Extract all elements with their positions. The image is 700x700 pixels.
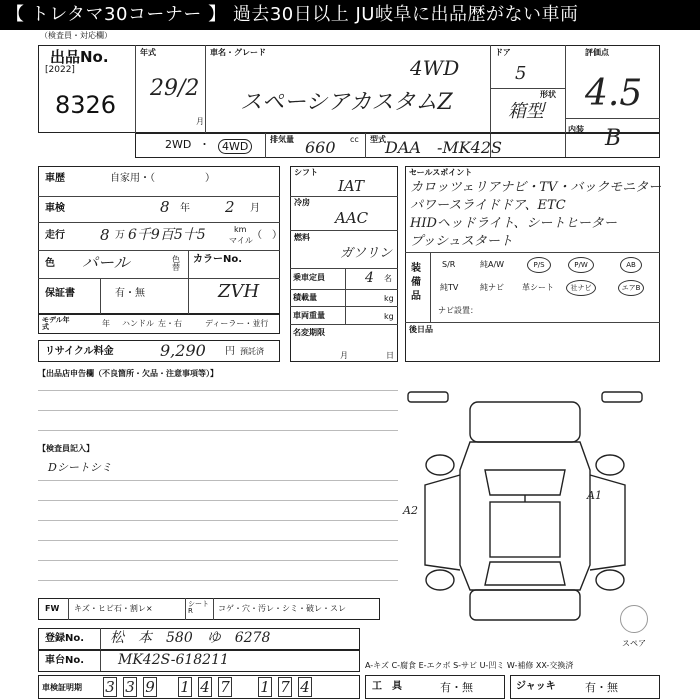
- drive-2wd: 2WD: [165, 138, 192, 151]
- spare-circle: [620, 605, 648, 633]
- soubi-navi-place: ナビ設置：: [438, 306, 478, 315]
- hosho-value: 有・無: [115, 288, 145, 299]
- fw-items2: コゲ・穴・汚レ・シミ・破レ・スレ: [218, 604, 346, 613]
- soubi-aw: 純A/W: [480, 260, 505, 269]
- shaken-digit-6: 7: [218, 677, 232, 697]
- sales-line-3: HIDヘッドライト、シートヒーター: [410, 216, 617, 231]
- shaju-unit: kg: [384, 312, 394, 321]
- soubi-navi: 純ナビ: [480, 283, 504, 292]
- teiin-label: 乗車定員: [293, 273, 325, 282]
- soukou-rest: 6千9百5十5: [128, 227, 206, 243]
- iro-label: 色: [45, 258, 55, 269]
- legend: A-キズ C-腐食 E-エクボ S-サビ U-凹ミ W-補修 XX-交換済: [365, 661, 574, 670]
- soukou-man: 8: [100, 226, 110, 244]
- recycle-unit: 円: [225, 346, 235, 357]
- henkou-label: 名変期限: [293, 328, 325, 337]
- after-label: 後日品: [409, 325, 433, 334]
- soukou-label: 走行: [45, 230, 65, 241]
- shaken-digit-7: 1: [258, 677, 272, 697]
- model-label: モデル年式: [42, 316, 70, 331]
- henkou-hi: 日: [386, 351, 394, 360]
- car-damage-diagram: [400, 390, 660, 630]
- drive-4wd: 4WD: [218, 139, 252, 154]
- soubi-label: 装備品: [411, 263, 421, 302]
- shadai-value: MK42S-618211: [118, 652, 229, 668]
- nenshiki-month-unit: 月: [196, 117, 204, 126]
- drive-sep: ・: [199, 138, 210, 151]
- katachi-value: 箱型: [508, 101, 544, 122]
- recycle-value: 9,290: [160, 341, 206, 360]
- nenryo-label: 燃料: [294, 233, 310, 242]
- shaken-digit-2: 3: [123, 677, 137, 697]
- title-banner: 【 トレタマ30コーナー 】 過去30日以上 JU岐阜に出品歴がない車両: [0, 0, 700, 30]
- soukou-mile: マイル: [229, 236, 253, 245]
- soubi-pw: P/W: [568, 257, 594, 273]
- soukou-man-unit: 万: [115, 230, 125, 241]
- hosho-label: 保証書: [45, 288, 75, 299]
- shareki-label: 車歴: [45, 173, 65, 184]
- naisou-value: B: [605, 126, 622, 151]
- kougu-value: 有・無: [440, 681, 473, 694]
- haiki-unit: cc: [350, 135, 359, 144]
- shamei-label: 車名・グレード: [210, 48, 266, 57]
- shaken-year: 8: [160, 198, 170, 216]
- sales-line-4: プッシュスタート: [410, 234, 513, 249]
- soukou-paren: （ ）: [252, 230, 282, 241]
- kensa-label: 【検査員記入】: [38, 444, 94, 453]
- sekisai-label: 積載量: [293, 293, 317, 302]
- sekisai-unit: kg: [384, 294, 394, 303]
- soubi-ab: AB: [620, 257, 642, 273]
- reibou-label: 冷房: [294, 198, 310, 207]
- lot-number: 8326: [55, 91, 117, 119]
- shaken-digit-5: 4: [198, 677, 212, 697]
- reibou-value: AAC: [335, 209, 369, 227]
- nenshiki-label: 年式: [140, 48, 156, 57]
- shaken-digit-4: 1: [178, 677, 192, 697]
- shamei-value: スペーシアカスタムZ: [240, 90, 453, 115]
- lot-year-tag: [2022]: [45, 65, 75, 75]
- katachi-label: 形状: [540, 90, 556, 99]
- spare-label: スペア: [622, 639, 646, 648]
- door-value: 5: [515, 63, 527, 84]
- model-lr: 左・右: [158, 319, 182, 328]
- naisou-label: 内装: [568, 125, 584, 134]
- jack-value: 有・無: [585, 681, 618, 694]
- door-label: ドア: [495, 48, 511, 57]
- soubi-sr: S/R: [442, 260, 456, 269]
- shuppin-note: 【出品店申告欄（不良箇所・欠品・注意事項等）】: [38, 369, 218, 378]
- soukou-km: km: [234, 225, 247, 234]
- recycle-label: リサイクル料金: [45, 346, 114, 357]
- henkou-tsuki: 月: [340, 351, 348, 360]
- sales-line-1: カロッツェリアナビ・TV・バックモニター: [410, 180, 662, 195]
- teiin-value: 4: [365, 270, 374, 286]
- shaken-digit-1: 3: [103, 677, 117, 697]
- score-value: 4.5: [585, 73, 643, 114]
- soubi-ps: P/S: [527, 257, 551, 273]
- model-dealer: ディーラー・並行: [205, 319, 269, 328]
- jack-label: ジャッキ: [516, 681, 556, 692]
- nenshiki-value: 29/2: [150, 76, 200, 101]
- soubi-tv: 純TV: [440, 283, 459, 292]
- model-handle: ハンドル: [122, 319, 154, 328]
- damage-mark-left: A2: [403, 504, 418, 517]
- shadai-label: 車台No.: [45, 655, 85, 666]
- haiki-label: 排気量: [270, 135, 294, 144]
- nenryo-value: ガソリン: [340, 246, 393, 261]
- kensa-entry: Dシートシミ: [48, 461, 112, 474]
- soubi-kawa: 革シート: [522, 283, 554, 292]
- sales-line-2: パワースライドドア、ETC: [410, 198, 566, 213]
- teiin-unit: 名: [384, 274, 392, 283]
- shaken-nen: 年: [180, 203, 190, 214]
- shaken-digit-3: 9: [143, 677, 157, 697]
- shaken-tsuki: 月: [250, 203, 260, 214]
- iro-kae: 色替: [172, 255, 180, 272]
- top-note: （検査員・対応欄）: [40, 31, 112, 40]
- shareki-value: 自家用・（ ）: [110, 173, 215, 184]
- header-frame: [38, 45, 660, 133]
- shaken-label: 車検: [45, 203, 65, 214]
- recycle-note: 預託済: [240, 347, 264, 356]
- katashiki-value: DAA -MK42S: [385, 138, 503, 157]
- drive-hand: 4WD: [410, 56, 460, 80]
- sales-label: セールスポイント: [409, 168, 473, 177]
- touroku-value: 松 本 580 ゆ 6278: [110, 630, 271, 646]
- shaken-digit-9: 4: [298, 677, 312, 697]
- shaken-digit-8: 7: [278, 677, 292, 697]
- fw-label: FW: [45, 604, 60, 613]
- touroku-label: 登録No.: [45, 633, 85, 644]
- shift-value: IAT: [338, 177, 364, 195]
- kougu-label: 工 具: [372, 681, 402, 692]
- color-no-label: カラーNo.: [193, 254, 243, 265]
- katashiki-label: 型式: [370, 135, 386, 144]
- haiki-value: 660: [305, 138, 336, 157]
- color-no-value: ZVH: [218, 281, 260, 302]
- shaju-label: 車両重量: [293, 311, 325, 320]
- damage-mark-right: A1: [587, 489, 602, 502]
- score-label: 評価点: [585, 48, 609, 57]
- iro-value: パール: [82, 253, 130, 272]
- fw-items: キズ・ヒビ石・割レ×: [74, 604, 153, 613]
- soubi-shanavi: 社ナビ: [566, 280, 596, 296]
- fw-seat: シートR: [188, 600, 209, 615]
- shaken-month: 2: [225, 198, 235, 216]
- soubi-airb: エアB: [618, 280, 644, 296]
- model-nen: 年: [102, 319, 110, 328]
- shift-label: シフト: [294, 168, 318, 177]
- lot-label: 出品No.: [50, 48, 109, 66]
- shaken-no-label: 車検証明期: [42, 683, 82, 692]
